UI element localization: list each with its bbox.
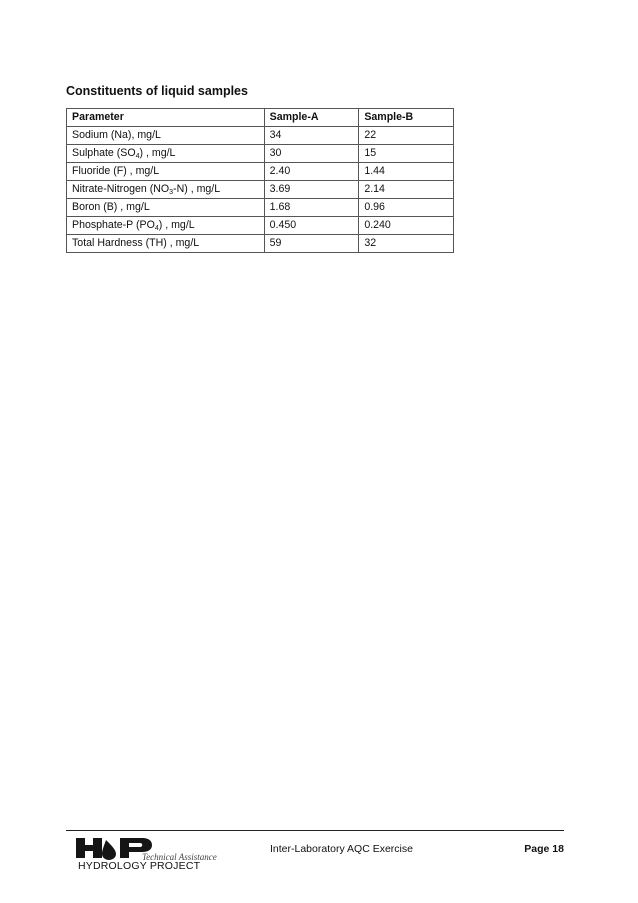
cell-sample-a: 2.40 <box>264 163 359 181</box>
table-row <box>67 199 454 217</box>
cell-sample-a: 3.69 <box>264 181 359 199</box>
cell-parameter <box>67 181 265 199</box>
parameter-unit: ) , mg/L <box>158 219 195 231</box>
cell-sample-b: 32 <box>359 235 454 253</box>
cell-parameter <box>67 163 265 181</box>
table-header-row <box>67 109 454 127</box>
parameter-unit: -N) , mg/L <box>173 183 221 195</box>
cell-sample-b: 1.44 <box>359 163 454 181</box>
parameter-name: Sodium (Na), mg/L <box>72 129 161 141</box>
table-row <box>67 217 454 235</box>
cell-sample-a: 34 <box>264 127 359 145</box>
logo-text: HYDROLOGY PROJECT <box>78 860 201 872</box>
parameter-name: Nitrate-Nitrogen (NO <box>72 183 170 195</box>
cell-sample-b: 0.96 <box>359 199 454 217</box>
table-row <box>67 127 454 145</box>
table-row <box>67 235 454 253</box>
logo-tagline: Technical Assistance <box>142 852 217 862</box>
cell-sample-b: 0.240 <box>359 217 454 235</box>
footer-divider <box>66 830 564 831</box>
parameter-name: Sulphate (SO <box>72 147 136 159</box>
parameter-name: Boron (B) , mg/L <box>72 201 150 213</box>
parameter-name: Phosphate-P (PO <box>72 219 155 231</box>
parameter-subscript: 3 <box>169 189 174 196</box>
table-row <box>67 181 454 199</box>
table-row <box>67 163 454 181</box>
section-heading: Constituents of liquid samples <box>66 84 248 98</box>
cell-parameter <box>67 145 265 163</box>
footer-document-title: Inter-Laboratory AQC Exercise <box>270 843 413 855</box>
parameter-name: Total Hardness (TH) , mg/L <box>72 237 200 249</box>
column-header-parameter: Parameter <box>67 109 265 127</box>
table-row <box>67 145 454 163</box>
page-number: Page 18 <box>524 843 564 855</box>
cell-sample-b: 15 <box>359 145 454 163</box>
cell-sample-a: 59 <box>264 235 359 253</box>
parameter-unit: ) , mg/L <box>139 147 176 159</box>
column-header-sample-b: Sample-B <box>359 109 454 127</box>
parameter-subscript: 4 <box>154 225 159 232</box>
cell-parameter <box>67 217 265 235</box>
constituents-table <box>66 108 454 253</box>
cell-parameter <box>67 235 265 253</box>
table-body <box>67 127 454 253</box>
parameter-name: Fluoride (F) , mg/L <box>72 165 160 177</box>
cell-sample-a: 1.68 <box>264 199 359 217</box>
cell-parameter <box>67 127 265 145</box>
column-header-sample-a: Sample-A <box>264 109 359 127</box>
cell-parameter <box>67 199 265 217</box>
cell-sample-a: 0.450 <box>264 217 359 235</box>
cell-sample-b: 22 <box>359 127 454 145</box>
cell-sample-b: 2.14 <box>359 181 454 199</box>
parameter-subscript: 4 <box>135 153 140 160</box>
cell-sample-a: 30 <box>264 145 359 163</box>
